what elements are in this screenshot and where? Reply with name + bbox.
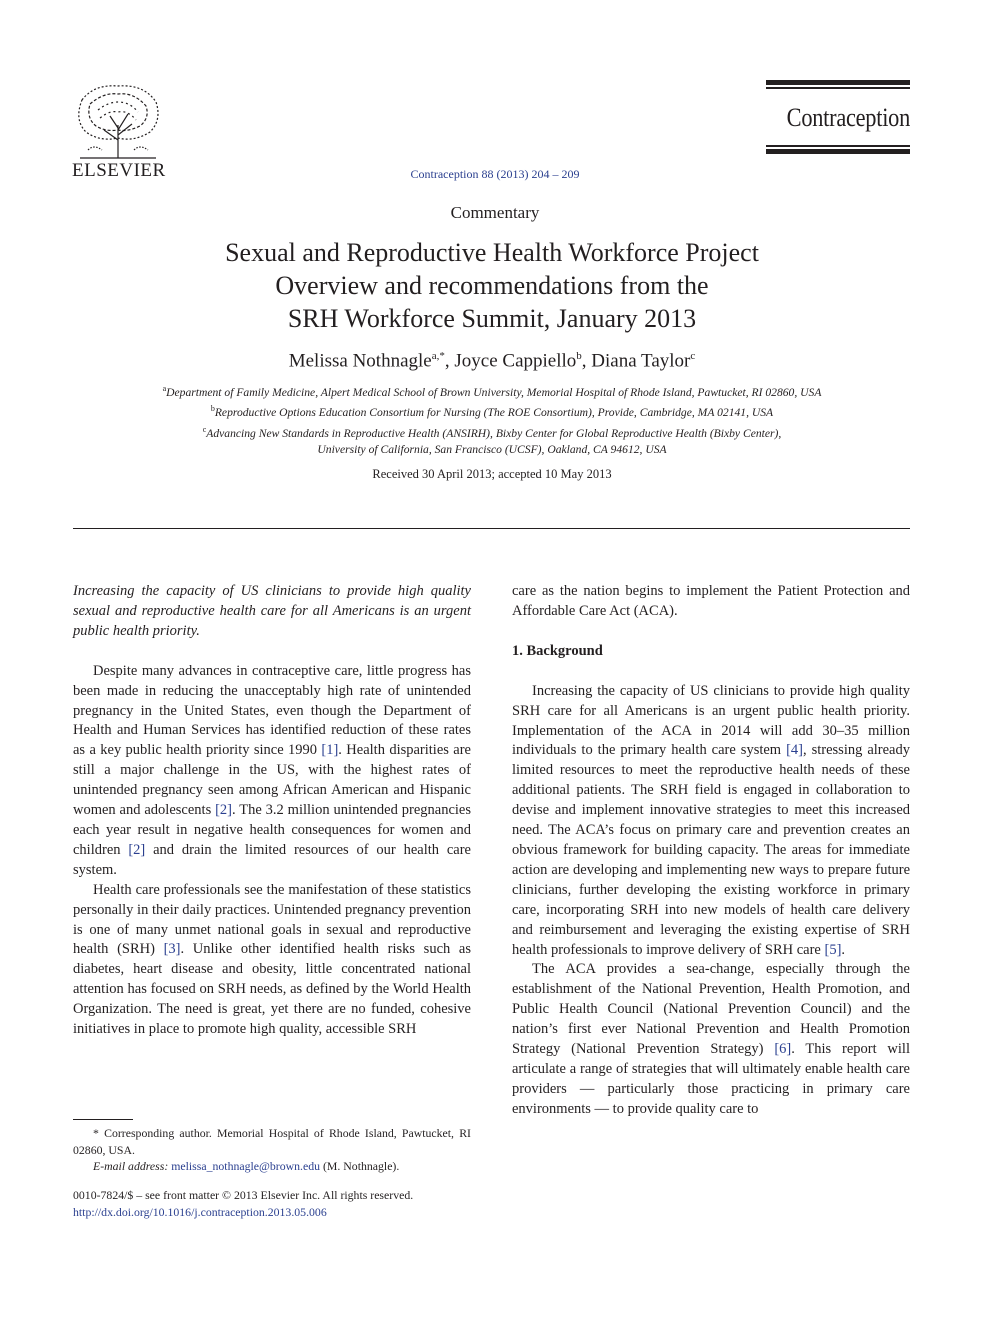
masthead-rule-bottom-thin — [766, 145, 910, 147]
text-run: Despite many advances in contraceptive care, little progress has been made in reducing the unacceptably high rate of unintended pregnancy in the United States, even though the Department of Health and Human Services has identified reduction of these rates as a key public health priority since 1990 — [73, 662, 471, 759]
article-type: Commentary — [450, 203, 540, 222]
title-line: Overview and recommendations from the — [275, 271, 709, 300]
divider — [73, 528, 910, 529]
citation-ref-link[interactable]: [6] — [774, 1041, 792, 1058]
affiliation-line: University of California, San Francisco (UCSF), Oakland, CA 94612, USA — [317, 443, 667, 457]
author-name: Melissa Nothnagle — [288, 350, 432, 372]
citation-ref-link[interactable]: [1] — [321, 742, 339, 759]
paragraph — [73, 881, 471, 1040]
citation-ref-link[interactable]: [5] — [824, 941, 842, 958]
author-affiliation-mark: b — [576, 350, 582, 362]
abstract: Increasing the capacity of US clinicians to provide high quality sexual and reproductive health care for all Americans is an urgent public health priority. — [73, 583, 471, 639]
copyright-line: 0010-7824/$ – see front matter © 2013 Elsevier Inc. All rights reserved. — [73, 1188, 414, 1202]
journal-name: Contraception — [786, 103, 910, 132]
text-run: . — [841, 941, 846, 958]
text-run: Increasing the capacity of US clinicians to provide high quality SRH care for all Americans is an urgent public health priority. Implementation of the ACA in 2014 will add 30–35 million individuals to the primary health care system — [512, 682, 910, 759]
author-list — [0, 350, 984, 372]
text-run: . The 3.2 million unintended pregnancies each year result in negative health consequences for women and children — [73, 802, 471, 858]
footnote-rule — [73, 1119, 133, 1120]
paragraph — [73, 662, 471, 881]
email-owner: (M. Nothnagle). — [322, 1159, 400, 1173]
text-run: The ACA provides a sea-change, especially through the establishment of the National Prevention, Health Promotion, and Public Health Council (National Prevention Council) and the nation’s first ever National Prevention and Health Promotion Strategy (National Prevention Strategy) — [512, 961, 910, 1058]
citation-ref-link[interactable]: [2] — [215, 802, 233, 819]
article-dates: Received 30 April 2013; accepted 10 May 2013 — [372, 467, 612, 481]
elsevier-tree-icon — [74, 80, 162, 160]
email-line — [73, 1158, 471, 1175]
publisher-logo — [72, 80, 164, 180]
author-name: Diana Taylor — [591, 350, 691, 372]
masthead-rule-top — [766, 80, 910, 85]
journal-citation[interactable] — [0, 167, 990, 182]
text-run: and drain the limited resources of our health care system. — [73, 841, 471, 878]
author-separator: , — [444, 350, 455, 372]
text-run: . This report will articulate a range of strategies that will ultimately enable health care providers — particularly those practicing in primary care environments — to provide quality care to — [512, 1041, 910, 1117]
author-affiliation-mark: a,* — [431, 350, 445, 362]
left-column — [73, 582, 471, 1040]
author-separator: , — [581, 350, 592, 372]
copyright-block — [73, 1187, 493, 1220]
paragraph: care as the nation begins to implement the Patient Protection and Affordable Care Act (ACA). — [512, 583, 910, 619]
text-run: . Health disparities are still a major challenge in the US, with the highest rates of unintended pregnancy seen among African American and Hispanic women and adolescents — [73, 742, 471, 819]
affiliation-line: $^c$Advancing New Standards in Reproductive Health (ANSIRH), Bixby Center for Global Reproductive Health (Bixby Center), — [202, 424, 782, 440]
title-line: SRH Workforce Summit, January 2013 — [287, 304, 697, 333]
citation-link[interactable]: Contraception 88 (2013) 204 – 209 — [410, 167, 580, 181]
section-heading: 1. Background — [512, 642, 603, 659]
author-name: Joyce Cappiello — [454, 350, 577, 372]
paragraph — [512, 960, 910, 1119]
paragraph — [512, 682, 910, 961]
author-affiliation-mark: c — [690, 350, 696, 362]
doi-link[interactable]: http://dx.doi.org/10.1016/j.contraception.2013.05.006 — [73, 1204, 327, 1219]
affiliation-line: $^a$Department of Family Medicine, Alpert Medical School of Brown University, Memorial Hospital of Rhode Island, Pawtucket, RI 02860, USA — [162, 384, 822, 399]
title-line: Sexual and Reproductive Health Workforce Project — [225, 238, 759, 267]
email-link[interactable]: melissa_nothnagle@brown.edu — [171, 1159, 321, 1173]
citation-ref-link[interactable]: [3] — [163, 941, 181, 958]
article-title — [0, 236, 984, 335]
text-run: , stressing already limited resources to meet the reproductive health needs of these additional patients. The SRH field is engaged in collaboration to devise and implement innovative strategies to meet this increased need. The ACA’s focus on primary care and prevention creates an obvious framework for building capacity. The areas for immediate action are developing and implementing new ways to prepare future clinicians, further developing the existing workforce in primary care, incorporating SRH into new models of health care delivery and reimbursement and leveraging the existing expertise of SRH health professionals to improve delivery of SRH care — [512, 742, 910, 958]
email-label: E-mail address: — [93, 1159, 169, 1173]
text-run: . Unlike other identified health risks such as diabetes, heart disease and obesity, little concentrated national attention has focused on SRH needs, as defined by the World Health Organization. The need is great, yet there are no funded, cohesive initiatives in place to promote high quality, accessible SRH — [73, 941, 471, 1038]
affiliations — [0, 381, 984, 459]
citation-ref-link[interactable]: [4] — [786, 742, 803, 759]
journal-masthead — [766, 80, 910, 154]
corresponding-author: * Corresponding author. Memorial Hospital of Rhode Island, Pawtucket, RI 02860, USA. — [73, 1126, 471, 1157]
citation-ref-link[interactable]: [2] — [128, 841, 146, 858]
footnote — [73, 1125, 471, 1175]
right-column — [512, 582, 910, 1120]
affiliation-line: $^b$Reproductive Options Education Consortium for Nursing (The ROE Consortium), Provide, Cambridge, MA 02141, USA — [210, 404, 774, 420]
publisher-name: ELSEVIER — [72, 160, 166, 181]
text-run: Health care professionals see the manifestation of these statistics personally in their daily practices. Unintended pregnancy prevention is one of many unmet national goals in sexual and reproductive health (SRH) — [73, 881, 471, 958]
masthead-rule-bottom — [766, 149, 910, 154]
